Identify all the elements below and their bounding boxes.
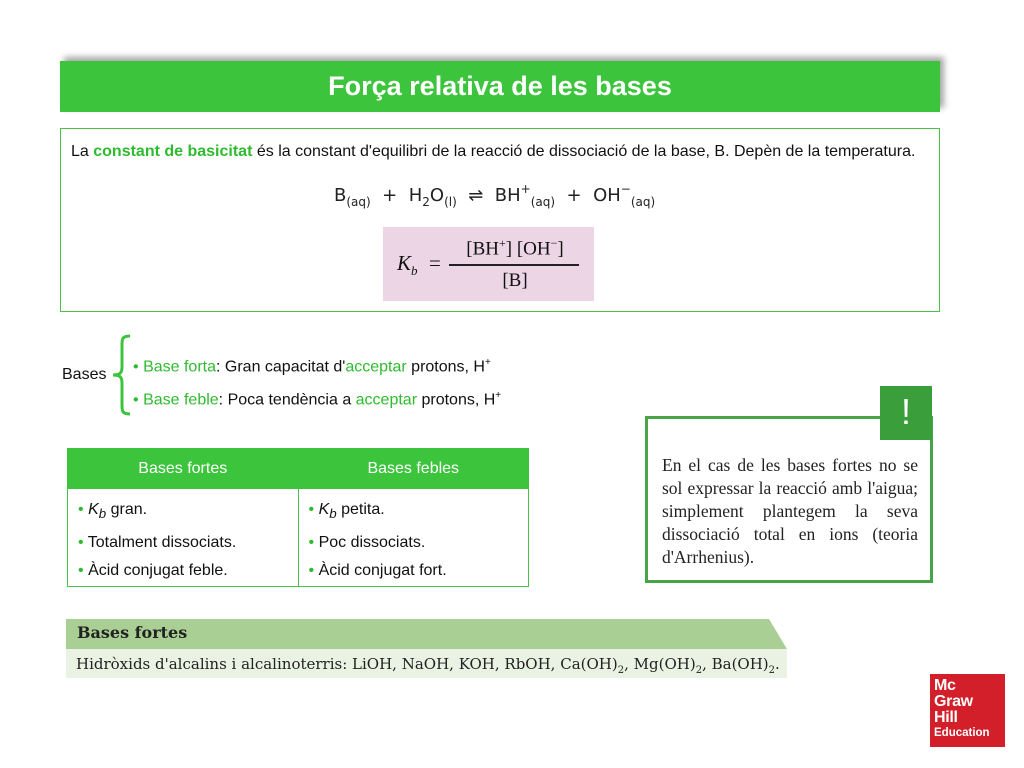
mcgraw-hill-logo: Mc Graw Hill Education — [930, 674, 1005, 747]
strong-bases-list: Hidròxids d'alcalins i alcalinoterris: LiOH, NaOH, KOH, RbOH, $Ca(OH)_2$, $Mg(OH)_2$, $Ba(OH)_2$. — [76, 655, 780, 676]
fraction-line — [449, 264, 579, 266]
exclamation-icon: ! — [900, 391, 911, 432]
bases-list — [133, 348, 501, 415]
weak-bases-cell: • $K_b$ petita. • Poc dissociats. • Àcid conjugat fort. — [298, 489, 529, 587]
strong-bases-cell: • $K_b$ gran. • Totalment dissociats. • Àcid conjugat feble. — [68, 489, 299, 587]
bases-label: Bases — [62, 366, 107, 383]
equilibrium-arrow: ⇌ — [468, 185, 484, 206]
definition-box — [60, 128, 940, 312]
comparison-table — [67, 448, 529, 587]
table-header: Bases febles — [298, 449, 529, 489]
kb-formula: $K_b$ = [BH+] [OH−] [B] — [383, 227, 594, 301]
definition-highlight: constant de basicitat — [93, 143, 253, 160]
curly-brace-icon — [110, 333, 132, 417]
definition-text: La constant de basicitat és la constant d'equilibri de la reacció de dissociació de la base, B. Depèn de la temperatura. — [71, 143, 916, 160]
slide-title: Força relativa de les bases — [60, 61, 940, 112]
strong-bases-heading: Bases fortes — [77, 623, 188, 642]
kb-denominator: [B] — [502, 270, 528, 291]
kb-numerator: [BH+] [OH−] — [466, 236, 564, 260]
table-header: Bases fortes — [68, 449, 299, 489]
list-item: • Base feble: Poca tendència a acceptar protons, H+ — [133, 390, 502, 409]
dissociation-reaction: $B_{(aq)} + H_2O_{(l)}$ ⇌ $BH^+_{(aq)} + OH^-_{(aq)}$ — [334, 182, 656, 209]
list-item: • Base forta: Gran capacitat d'acceptar protons, H+ — [133, 357, 491, 376]
note-text: En el cas de les bases fortes no se sol expressar la reacció amb l'aigua; simplement plantegem la seva dissociació total en ions (teoria d'Arrhenius). — [662, 455, 918, 567]
kb-symbol: $K_b$ — [397, 251, 418, 279]
